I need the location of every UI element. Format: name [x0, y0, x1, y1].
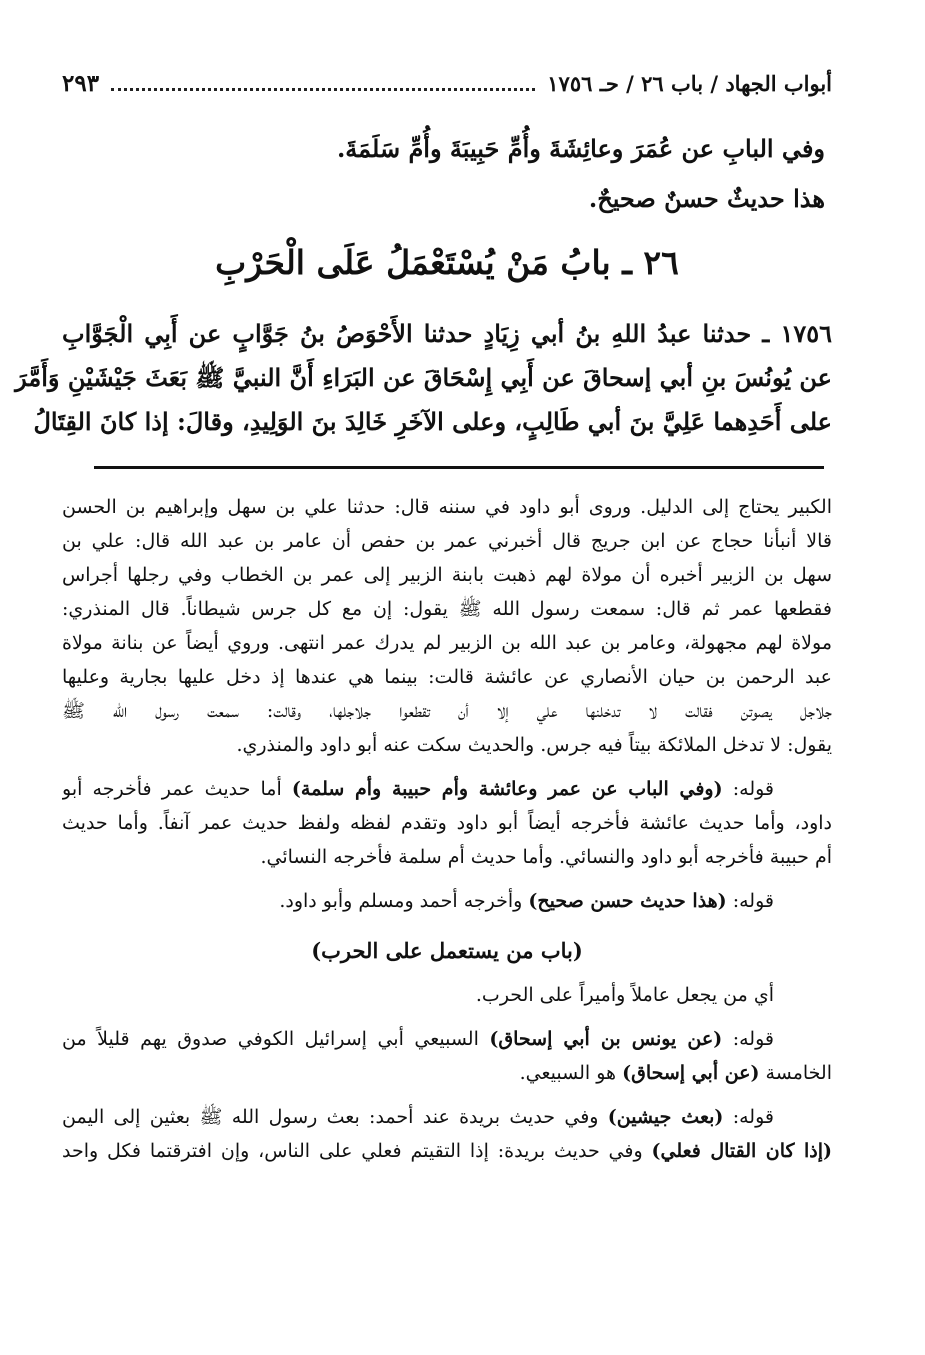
commentary-chapter-heading: (باب من يستعمل على الحرب)	[311, 938, 583, 963]
commentary-line: داود، وأما حديث عائشة فأخرجه أيضاً أبو داود وتقدم لفظه ولفظ حديث عمر آنفاً. وأما حديث	[62, 812, 832, 834]
commentary-text: وأخرجه أحمد ومسلم وأبو داود.	[279, 890, 529, 912]
commentary-line	[62, 1056, 832, 1090]
commentary-text: وفي حديث بريدة: إذا التقيتم فعلي على الناس، وإن افترقتما فكل واحد	[62, 1140, 652, 1162]
quoted-lemma: (هذا حديث حسن صحيح)	[528, 890, 727, 912]
commentary-line: قالا أنبأنا حجاج عن ابن جريج قال أخبرني عمر بن حفص أن عامر بن عبد الله قال: علي بن	[62, 530, 832, 552]
hadith-line: ١٧٥٦ ـ حدثنا عبدُ اللهِ بنُ أبي زِيَادٍ حدثنا الأَحْوَصُ بنُ جَوَّابٍ عن أَبِي الْجَوَّابِ	[62, 319, 832, 348]
commentary-line: جلاجل يصوتن فقالت لا تدخلنها علي إلا أن تقطعوا جلاجلها، وقالت: سمعت رسول الله ﷺ	[62, 700, 832, 722]
main-text-line: وفي البابِ عن عُمَرَ وعائِشَةَ وأُمِّ حَبِيبَةَ وأُمِّ سَلَمَةَ.	[336, 134, 825, 163]
quoted-lemma: (إذا كان القتال فعلي)	[651, 1140, 832, 1162]
running-header-title: أبواب الجهاد / باب ٢٦ / حـ ١٧٥٦	[547, 70, 832, 96]
quoted-lemma: (عن يونس بن أبي إسحاق)	[489, 1028, 723, 1050]
quoted-lemma: (بعث جيشين)	[607, 1106, 724, 1128]
dotted-leader	[111, 88, 535, 91]
commentary-text: الخامسة	[759, 1062, 832, 1084]
qawluhu-label: قوله:	[722, 778, 775, 800]
commentary-line: يقول: لا تدخل الملائكة بيتاً فيه جرس. والحديث سكت عنه أبو داود والمنذري.	[236, 734, 832, 756]
section-divider	[94, 466, 824, 469]
commentary-line: سهل بن الزبير أخبره أن مولاة لهم ذهبت بابنة الزبير إلى عمر بن الخطاب وفي رجلها أجراس	[62, 564, 832, 586]
commentary-line: عبد الرحمن بن حيان الأنصاري عن عائشة قالت: بينما هي عندها إذ دخل عليها بجارية وعليها	[62, 666, 832, 688]
commentary-line	[62, 1022, 832, 1056]
qawluhu-label: قوله:	[726, 890, 774, 912]
hadith-line: على أَحَدِهما عَلِيَّ بنَ أبي طَالِبٍ، وعلى الآخَرِ خَالِدَ بنَ الوَلِيدِ، وقالَ: إذا كانَ القِتَالُ	[33, 407, 832, 436]
hadith-line: عن يُونُسَ بنِ أبي إسحاقَ عن أَبِي إِسْحَاقَ عن البَرَاءِ أَنَّ النبيَّ ﷺ بَعَثَ جَيْشَيْنِ وَأَمَّرَ	[15, 363, 832, 392]
commentary-text: وفي حديث بريدة عند أحمد: بعث رسول الله ﷺ بعثين إلى اليمن	[62, 1106, 608, 1128]
commentary-line	[62, 1100, 832, 1134]
chapter-heading: ٢٦ ـ بابُ مَنْ يُسْتَعْمَلُ عَلَى الْحَرْبِ	[215, 243, 679, 282]
commentary-line: فقطعها عمر ثم قال: سمعت رسول الله ﷺ يقول: إن مع كل جرس شيطاناً. قال المنذري:	[62, 598, 832, 620]
commentary-paragraph	[62, 490, 832, 762]
commentary-text: أما حديث عمر فأخرجه أبو	[62, 778, 292, 800]
commentary-line: أي من يجعل عاملاً وأميراً على الحرب.	[475, 984, 774, 1006]
commentary-text: هو السبيعي.	[519, 1062, 623, 1084]
commentary-line	[62, 772, 832, 806]
commentary-line: أم حبيبة فأخرجه أبو داود والنسائي. وأما حديث أم سلمة فأخرجه النسائي.	[260, 846, 832, 868]
commentary-paragraph	[62, 978, 832, 1012]
main-text-line: هذا حديثٌ حسنٌ صحيحٌ.	[588, 184, 825, 213]
commentary-paragraph	[62, 1022, 832, 1090]
commentary-paragraph	[62, 884, 832, 918]
quoted-lemma: (وفي الباب عن عمر وعائشة وأم حبيبة وأم سلمة)	[291, 778, 723, 800]
commentary-line: الكبير يحتاج إلى الدليل. وروى أبو داود في سننه قال: حدثنا علي بن سهل وإبراهيم بن الحسن	[62, 496, 832, 518]
commentary-text: السبيعي أبي إسرائيل الكوفي صدوق يهم قليلاً من	[62, 1028, 490, 1050]
main-text-top	[95, 124, 825, 224]
hadith-text	[15, 312, 832, 444]
qawluhu-label: قوله:	[722, 1028, 774, 1050]
page-number: ٢٩٣	[62, 69, 100, 97]
quoted-lemma: (عن أبي إسحاق)	[622, 1062, 760, 1084]
commentary	[62, 490, 832, 1168]
commentary-line	[62, 1134, 832, 1168]
commentary-line	[62, 884, 832, 918]
commentary-paragraph	[62, 772, 832, 874]
commentary-line: مولاة لهم مجهولة، وعامر بن عبد الله بن الزبير لم يدرك عمر انتهى. وروي أيضاً عن بنانة مولاة	[62, 632, 832, 654]
running-header	[62, 66, 832, 100]
qawluhu-label: قوله:	[723, 1106, 774, 1128]
commentary-paragraph	[62, 1100, 832, 1168]
